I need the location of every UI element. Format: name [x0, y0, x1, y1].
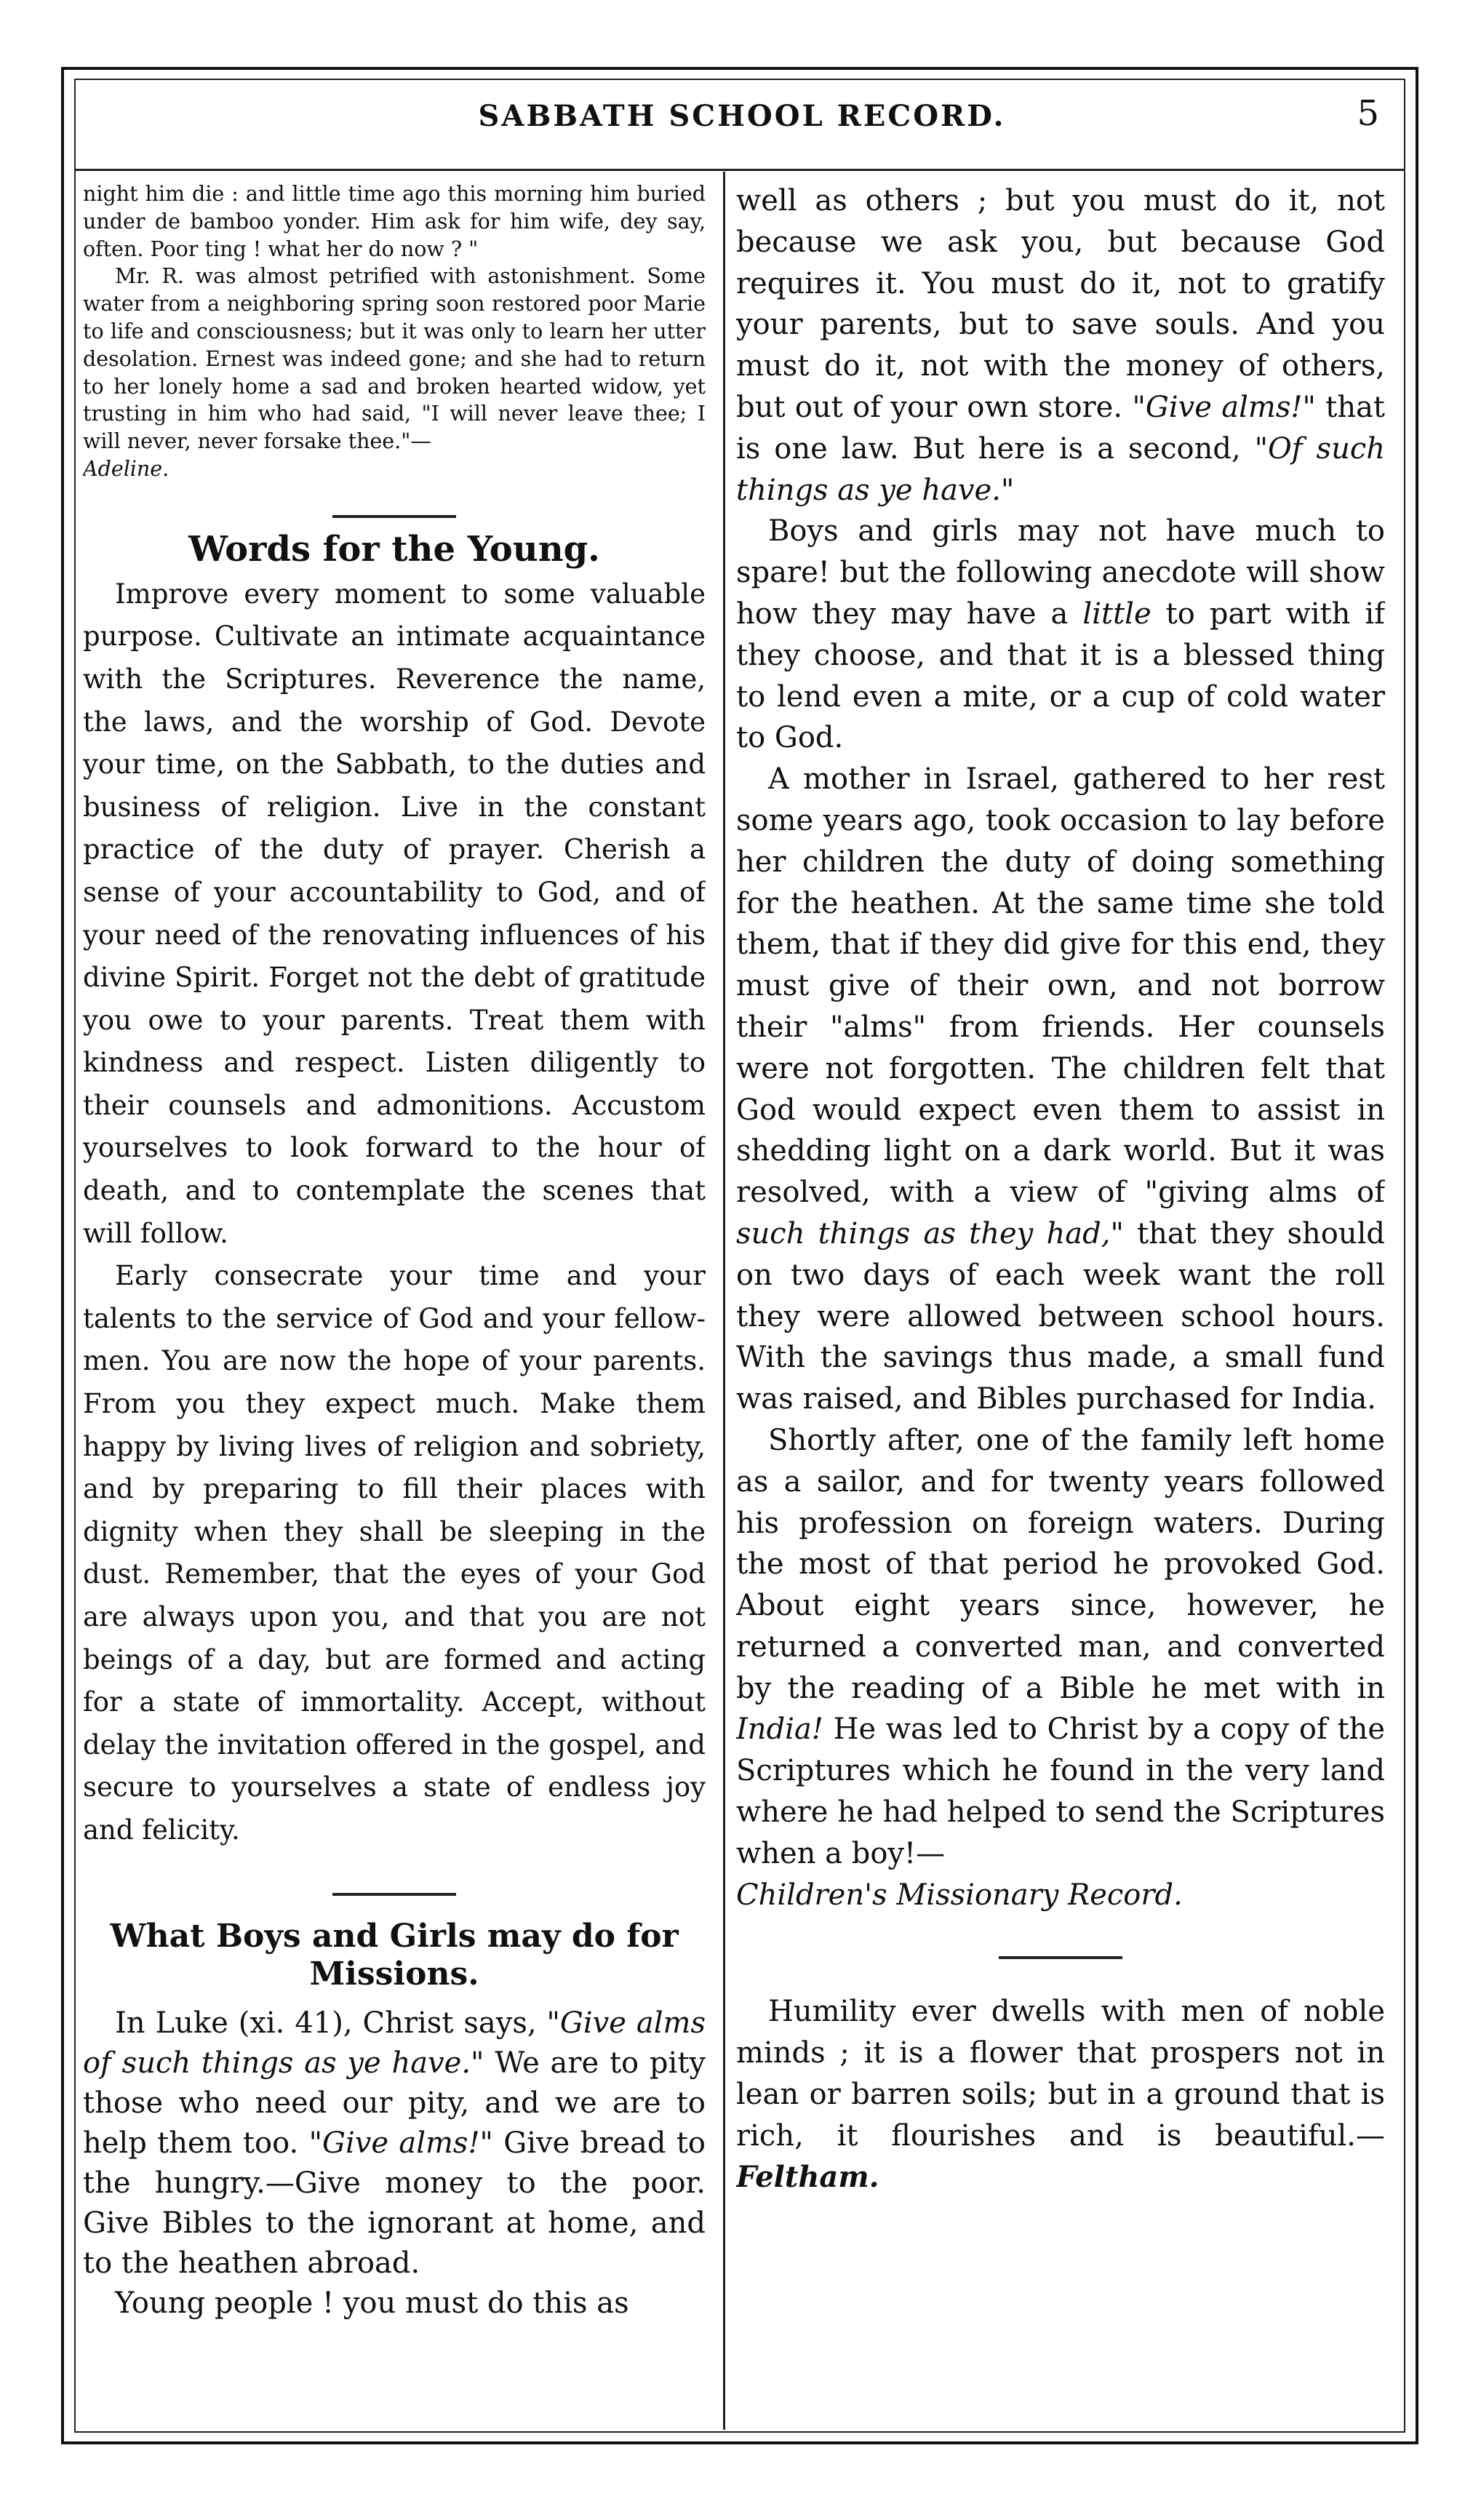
section-separator — [999, 1956, 1122, 1959]
right-p1-text-c: " that is one law. But here is a second, " — [736, 390, 1385, 466]
boys-paragraph-1 — [83, 2003, 706, 2284]
running-head: SABBATH SCHOOL RECORD. — [478, 99, 1006, 133]
boys-p1-quote: Give alms of such things as ye have. — [83, 2006, 706, 2080]
right-p1-text-a: well as others ; but you must do it, not because we ask you, but because God requires it. You must do it, not to gratify your parents, but to save souls. And you must do it, not with the money of others, but out of your own store. " — [736, 184, 1385, 424]
right-p2-text-a: Boys and girls may not have much to spare! but the following anecdote will show how they may have a — [736, 514, 1385, 631]
boys-paragraph-2: Young people ! you must do this as — [115, 2286, 629, 2320]
right-column — [736, 180, 1385, 2198]
boys-heading-line-1: What Boys and Girls may do for — [110, 1917, 679, 1955]
right-paragraph-4 — [736, 1420, 1385, 1916]
right-paragraph-2 — [736, 511, 1385, 759]
right-p4-text-a: Shortly after, one of the family left home as a sailor, and for twenty years followed his profession on foreign waters. During the most of that period he provoked God. About eight years since, however, he returned a converted man, and converted by the reading of a Bible he met with in — [736, 1423, 1385, 1705]
right-paragraph-1 — [736, 180, 1385, 511]
left-column — [83, 180, 706, 2324]
right-p2-text-c: to part with if they choose, and that it is a blessed thing to lend even a mite, or a cup of cold water to God. — [736, 597, 1385, 755]
right-p1-text-e: " — [1000, 473, 1015, 507]
words-for-the-young-heading: Words for the Young. — [188, 528, 600, 570]
boys-p1-give-alms: Give alms! — [322, 2126, 480, 2160]
header-rule — [74, 169, 1405, 171]
boys-p1-text-a: In Luke (xi. 41), Christ says, " — [115, 2006, 560, 2040]
right-p4-text-c: He was led to Christ by a copy of the Scriptures which he found in the very land where he had helped to send the Scriptures when a boy!— — [736, 1712, 1385, 1870]
right-p4-india: India! — [736, 1712, 823, 1747]
words-paragraph-2: Early consecrate your time and your talents to the service of God and your fellow-men. You are now the hope of your parents. From you they expect much. Make them happy by living lives of religion and sobriety, and by preparing to fill their places with dignity when they shall be sleeping in the dust. Remember, that the eyes of your God are always upon you, and that you are not beings of a day, but are formed and acting for a state of immortality. Accept, without delay the invitation offered in the gospel, and secure to yourselves a state of endless joy and felicity. — [83, 1260, 706, 1846]
section-separator — [332, 1893, 456, 1896]
story-paragraph-2-text: Mr. R. was almost petrified with astonishment. Some water from a neighboring spring soon restored poor Marie to life and consciousness; but it was only to learn her utter desolation. Ernest was indeed gone; and she had to return to her lonely home a sad and broken hearted widow, yet trusting in him who had said, "I will never leave thee; I will never, never forsake thee."— — [83, 264, 706, 454]
right-p4-source: Children's Missionary Record. — [736, 1878, 1183, 1912]
right-p1-quote: Of such things as ye have. — [736, 431, 1385, 507]
story-attribution: Adeline. — [83, 456, 169, 481]
boys-p1-text-e: " Give bread to the hungry.—Give money to the poor. Give Bibles to the ignorant at home, and to the heathen abroad. — [83, 2126, 706, 2280]
column-divider — [723, 172, 725, 2430]
words-paragraph-1: Improve every moment to some valuable purpose. Cultivate an intimate acquaintance with the Scriptures. Reverence the name, the laws, and the worship of God. Devote your time, on the Sabbath, to the duties and business of religion. Live in the constant practice of the duty of prayer. Cherish a sense of your accountability to God, and of your need of the renovating influences of his divine Spirit. Forget not the debt of gratitude you owe to your parents. Treat them with kindness and respect. Listen diligently to their counsels and admonitions. Accustom yourselves to look forward to the hour of death, and to contemplate the scenes that will follow. — [83, 578, 706, 1249]
right-p2-little: little — [1082, 597, 1151, 631]
section-separator — [332, 515, 456, 518]
boys-heading-line-2: Missions. — [309, 1955, 479, 1993]
right-p3-text-a: A mother in Israel, gathered to her rest some years ago, took occasion to lay before her children the duty of doing something for the heathen. At the same time she told them, that if they did give for this end, they must give of their own, and not borrow their "alms" from friends. Her counsels were not forgotten. The children felt that God would expect even them to assist in shedding light on a dark world. But it was resolved, with a view of "giving alms of — [736, 762, 1385, 1210]
right-p5-text: Humility ever dwells with men of noble minds ; it is a flower that prospers not in lean or barren soils; but in a ground that is rich, it flourishes and is beautiful.— — [736, 1995, 1385, 2153]
right-p5-author: Feltham. — [736, 2159, 879, 2194]
boys-p1-text-c: " We are to pity those who need our pity, and we are to help them too. " — [83, 2046, 706, 2160]
right-p3-quote: such things as they had, — [736, 1216, 1111, 1251]
story-paragraph-2 — [83, 263, 706, 482]
right-p3-text-c: " that they should on two days of each week want the roll they were allowed between school hours. With the savings thus made, a small fund was raised, and Bibles purchased for India. — [736, 1216, 1385, 1416]
story-paragraph-1: night him die : and little time ago this morning him buried under de bamboo yonder. Him ask for him wife, dey say, often. Poor ting ! what her do now ? " — [83, 182, 706, 261]
page-header — [87, 90, 1397, 160]
page-number: 5 — [1357, 93, 1379, 134]
right-p1-give-alms: Give alms! — [1145, 390, 1303, 424]
right-paragraph-3 — [736, 759, 1385, 1420]
right-paragraph-5 — [736, 1991, 1385, 2198]
boys-and-girls-heading — [83, 1918, 706, 1993]
